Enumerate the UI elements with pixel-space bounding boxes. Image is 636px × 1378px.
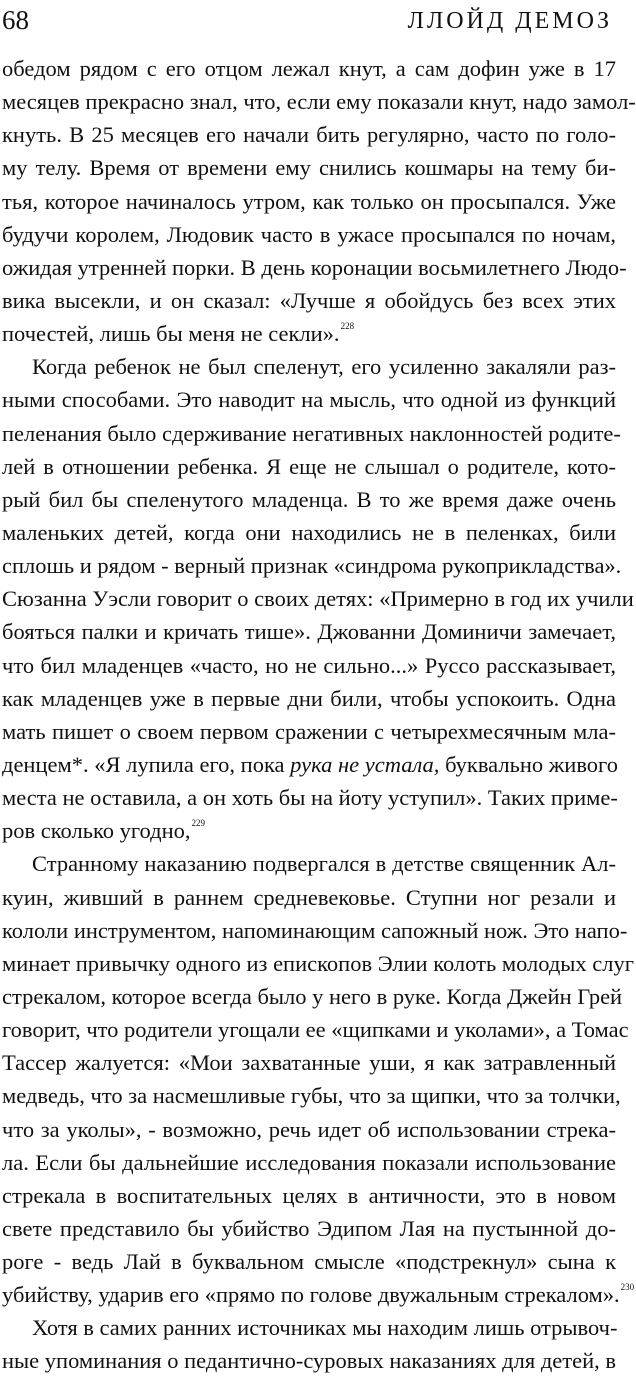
text-segment: ла. Если бы дальнейшие исследования показали использование <box>2 1149 616 1175</box>
text-line <box>2 847 616 880</box>
text-line <box>2 1046 616 1079</box>
text-segment: места не оставила, а он хоть бы на йоту уступил». Таких приме- <box>2 785 618 811</box>
text-line <box>2 814 616 847</box>
text-segment: Сюзанна Уэсли говорит о своих детях: «Примерно в год их учили <box>2 586 634 612</box>
text-line <box>2 881 616 914</box>
text-segment: минает привычку одного из епископов Элии колоть молодых слуг <box>2 950 634 976</box>
text-line <box>2 1179 616 1212</box>
text-segment: как младенцев уже в первые дни били, чтобы успокоить. Одна <box>2 685 616 711</box>
text-segment: мать пишет о своем первом сражении с четырехмесячным мла- <box>2 718 616 744</box>
text-segment: му телу. Время от времени ему снились кошмары на тему би- <box>2 155 616 181</box>
text-segment: бояться палки и кричать тише». Джованни Доминичи замечает, <box>2 619 616 645</box>
footnote-reference[interactable]: 229 <box>191 818 206 829</box>
text-segment: обедом рядом с его отцом лежал кнут, а сам дофин уже в 17 <box>2 56 616 81</box>
text-line <box>2 682 616 715</box>
text-line <box>2 1146 616 1179</box>
text-segment: Странному наказанию подвергался в детстве священник Ал- <box>32 851 616 877</box>
text-line <box>2 1113 616 1146</box>
text-segment: вика высекли, и он сказал: «Лучше я обойдусь без всех этих <box>2 287 616 313</box>
text-segment: маленьких детей, когда они находились не в пеленках, били <box>2 519 616 545</box>
text-segment: ными способами. Это наводит на мысль, что одной из функций <box>2 387 616 413</box>
text-line <box>2 151 616 184</box>
text-line <box>2 1013 629 1046</box>
text-line <box>2 317 616 350</box>
text-segment: убийству, ударив его «прямо по голове двужальным стрекалом». <box>2 1282 620 1308</box>
text-segment: ные упоминания о педантично-суровых наказаниях для детей, в <box>2 1348 616 1374</box>
text-line <box>2 118 616 151</box>
text-line <box>2 549 622 582</box>
text-line <box>2 85 636 118</box>
text-line <box>2 350 616 383</box>
text-line <box>2 417 621 450</box>
text-line <box>2 1344 616 1377</box>
text-line <box>2 383 616 416</box>
text-line <box>2 218 616 251</box>
text-segment: будучи королем, Людовик часто в ужасе просыпался по ночам, <box>2 221 616 247</box>
text-segment: куин, живший в раннем средневековье. Ступни ног резали и <box>2 884 616 910</box>
page-header <box>2 4 612 40</box>
text-segment: свете представило бы убийство Эдипом Лая на пустынной до- <box>2 1215 616 1241</box>
text-line <box>2 251 627 284</box>
text-line <box>2 1311 616 1344</box>
text-segment: кололи инструментом, напоминающим сапожный нож. Это напо- <box>2 917 628 943</box>
text-line <box>2 748 616 781</box>
text-line <box>2 914 628 947</box>
text-line <box>2 1079 621 1112</box>
text-line <box>2 1245 616 1278</box>
body-text <box>2 52 636 1378</box>
text-line <box>2 185 616 218</box>
text-segment: рый бил бы спеленутого младенца. В то же время даже очень <box>2 486 616 512</box>
text-segment: Когда ребенок не был спеленут, его усиленно закаляли раз- <box>32 354 616 380</box>
text-segment: Хотя в самих ранних источниках мы находим лишь отрывоч- <box>32 1315 618 1341</box>
text-segment: говорит, что родители угощали ее «щипками и уколами», а Томас <box>2 1017 629 1043</box>
text-segment: буквально живого <box>439 751 618 777</box>
text-line <box>2 52 616 85</box>
text-segment: стрекалом, которое всегда было у него в руке. Когда Джейн Грей <box>2 983 623 1009</box>
italic-phrase: рука не устала, <box>290 751 440 777</box>
text-line <box>2 715 616 748</box>
text-line <box>2 582 634 615</box>
text-segment: лей в отношении ребенка. Я еще не слышал о родителе, кото- <box>2 453 616 479</box>
text-line <box>2 947 634 980</box>
text-segment: тья, которое начиналось утром, как только он просыпался. Уже <box>2 188 616 214</box>
text-segment: кнуть. В 25 месяцев его начали бить регулярно, часто по голо- <box>2 122 616 148</box>
text-segment: месяцев прекрасно знал, что, если ему показали кнут, надо замол- <box>2 89 636 115</box>
text-segment: медведь, что за насмешливые губы, что за щипки, что за толчки, <box>2 1083 621 1109</box>
text-line <box>2 483 616 516</box>
text-line <box>2 516 616 549</box>
text-segment: ожидая утренней порки. В день коронации восьмилетнего Людо- <box>2 254 627 280</box>
text-segment: роге - ведь Лай в буквальном смысле «подстрекнул» сына к <box>2 1249 616 1275</box>
text-line <box>2 615 616 648</box>
text-segment: пеленания было сдерживание негативных наклонностей родите- <box>2 420 621 446</box>
footnote-reference[interactable]: 228 <box>340 321 355 332</box>
text-line <box>2 284 616 317</box>
text-line <box>2 781 616 814</box>
text-segment: что за уколы», - возможно, речь идет об использовании стрека- <box>2 1116 616 1142</box>
page-number: 68 <box>2 5 29 35</box>
footnote-reference[interactable]: 230 <box>620 1282 635 1293</box>
text-segment: почестей, лишь бы меня не секли». <box>2 321 340 347</box>
text-line <box>2 649 616 682</box>
text-line <box>2 1278 635 1311</box>
text-line <box>2 980 623 1013</box>
text-line <box>2 450 616 483</box>
text-line <box>2 1212 616 1245</box>
text-segment: стрекала в воспитательных целях в античности, это в новом <box>2 1182 616 1208</box>
text-segment: что бил младенцев «часто, но не сильно...» Руссо рассказывает, <box>2 652 616 678</box>
text-segment: ров сколько угодно, <box>2 818 191 844</box>
text-segment: сплошь и рядом - верный признак «синдрома рукоприкладства». <box>2 553 622 579</box>
text-segment: денцем*. «Я лупила его, пока <box>2 751 291 777</box>
running-head: ЛЛОЙД ДЕМОЗ <box>407 8 612 34</box>
text-segment: Тассер жалуется: «Мои захватанные уши, я как затравленный <box>2 1050 616 1076</box>
